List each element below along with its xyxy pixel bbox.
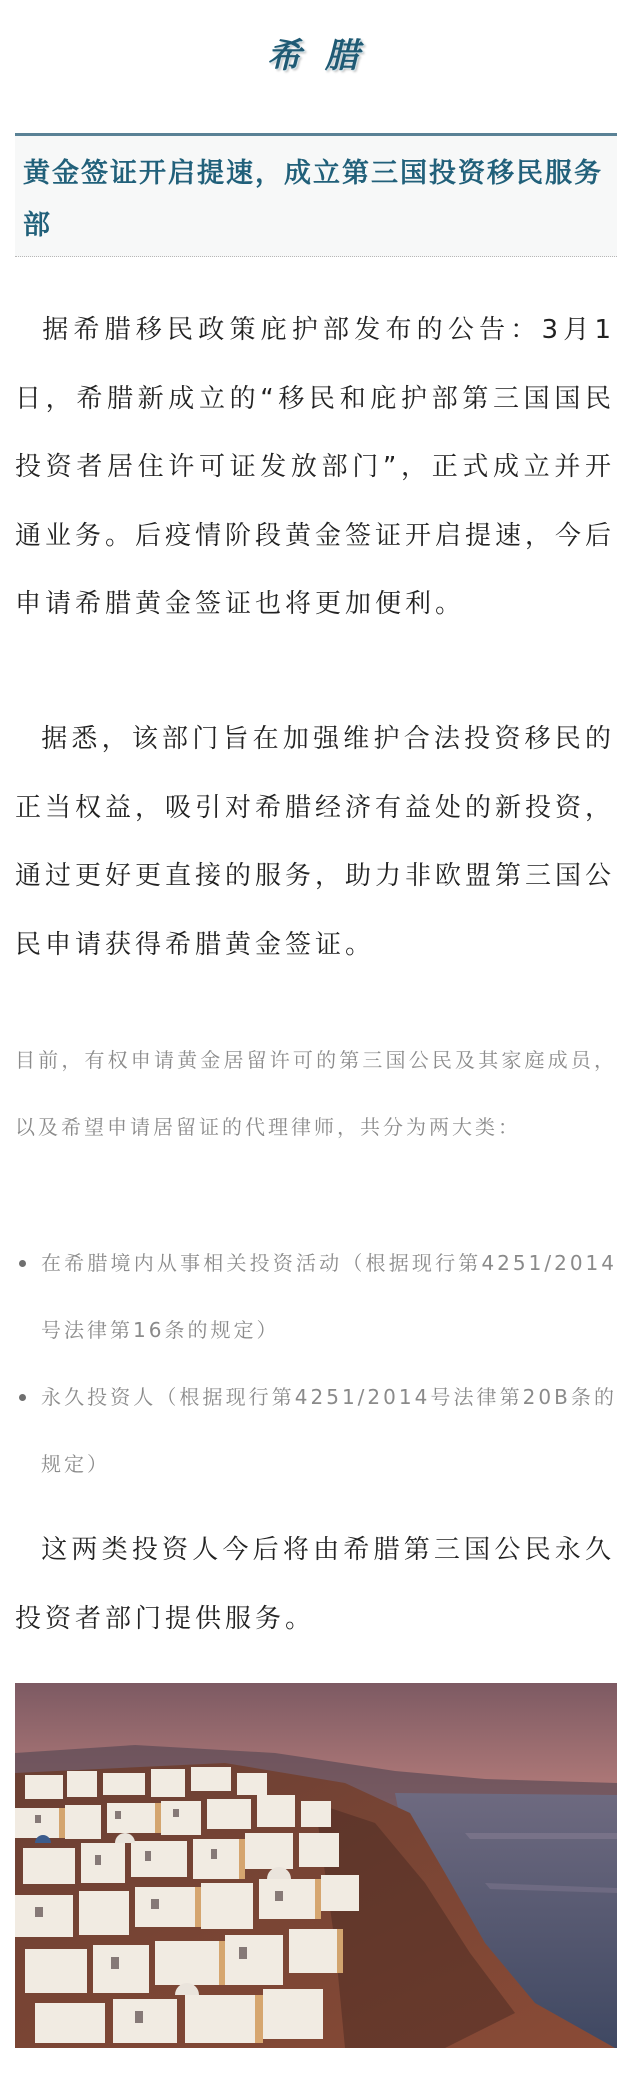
eligibility-intro: 目前，有权申请黄金居留许可的第三国公民及其家庭成员，以及希望申请居留证的代理律师，共分为两大类： (15, 1048, 617, 1139)
article-title-box (15, 133, 617, 257)
santorini-photo (15, 1683, 617, 2048)
list-item (15, 1364, 617, 1498)
paragraph-announcement-text: 据希腊移民政策庇护部发布的公告：3月1日，希腊新成立的“移民和庇护部第三国国民投资者居住许可证发放部门”，正式成立并开通业务。后疫情阶段黄金签证开启提速，今后申请希腊黄金签证也将更加便利。 (15, 315, 616, 619)
investor-category-list (15, 1230, 617, 1498)
paragraph-purpose (15, 705, 615, 979)
brand-logo-text: 希 腊 (267, 36, 365, 76)
paragraph-announcement (15, 296, 615, 639)
bullet-dot-icon (19, 1260, 26, 1267)
list-item (15, 1230, 617, 1364)
article-title: 黄金签证开启提速，成立第三国投资移民服务部 (23, 158, 603, 241)
paragraph-purpose-text: 据悉，该部门旨在加强维护合法投资移民的正当权益，吸引对希腊经济有益处的新投资，通过更好更直接的服务，助力非欧盟第三国公民申请获得希腊黄金签证。 (15, 724, 616, 960)
list-item-text: 在希腊境内从事相关投资活动（根据现行第4251/2014号法律第16条的规定） (41, 1251, 617, 1342)
paragraph-conclusion (15, 1516, 615, 1653)
bullet-dot-icon (19, 1394, 26, 1401)
paragraph-conclusion-text: 这两类投资人今后将由希腊第三国公民永久投资者部门提供服务。 (15, 1535, 615, 1634)
santorini-photo-illustration (15, 1683, 617, 2048)
list-item-text: 永久投资人（根据现行第4251/2014号法律第20B条的规定） (41, 1385, 617, 1476)
